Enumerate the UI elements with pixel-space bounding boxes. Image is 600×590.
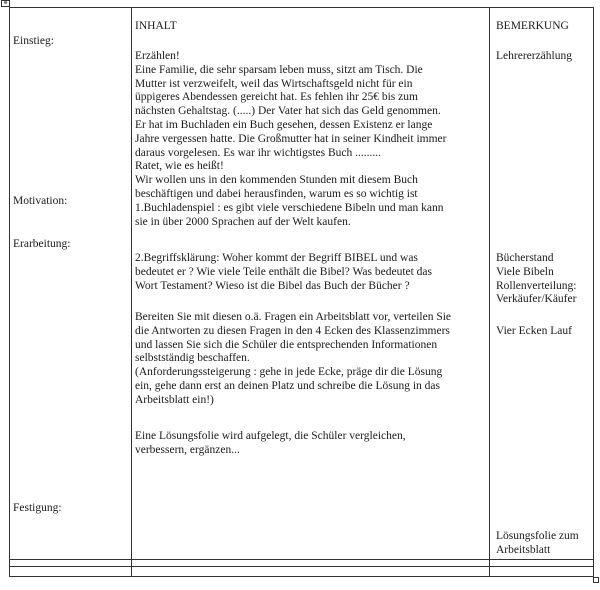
- column-divider: [131, 8, 132, 576]
- phase-erarbeitung: Erarbeitung:: [13, 238, 71, 250]
- content-line: Erzählen!: [135, 50, 180, 62]
- content-line: verbessern, ergänzen...: [135, 443, 240, 456]
- content-line: Mutter ist verzweifelt, weil das Wirtschaftsgeld nicht für ein: [135, 77, 413, 90]
- content-line: und lassen Sie sich die Schüler die entsprechenden Informationen: [135, 338, 438, 351]
- content-line: Wort Testament? Wieso ist die Bibel das Buch der Bücher ?: [135, 279, 410, 292]
- row-divider: [10, 559, 593, 560]
- content-line: selbstständig beschaffen.: [135, 352, 250, 365]
- remark-materialien: [496, 252, 576, 307]
- table-end-mark: [593, 577, 599, 583]
- content-line: Eine Familie, die sehr sparsam leben muss, sitzt am Tisch. Die: [135, 63, 423, 76]
- content-loesungsfolie: [135, 430, 406, 458]
- content-line: daraus vorgelesen. Es war ihr wichtigstes Buch .........: [135, 146, 382, 159]
- content-line: Er hat im Buchladen ein Buch gesehen, dessen Existenz er lange: [135, 118, 433, 131]
- content-line: Jahre vergessen hatte. Die Großmutter hat in seiner Kindheit immer: [135, 132, 447, 145]
- content-line: bedeutet er ? Wie viele Teile enthält die Bibel? Was bedeutet das: [135, 265, 433, 278]
- content-line: 1.Buchladenspiel : es gibt viele verschiedene Bibeln und man kann: [135, 201, 444, 214]
- phase-einstieg: Einstieg:: [13, 35, 54, 47]
- content-arbeitsblatt: [135, 311, 451, 408]
- content-line: Wir wollen uns in den kommenden Stunden mit diesem Buch: [135, 174, 418, 187]
- column-divider: [489, 8, 490, 576]
- content-line: sie in über 2000 Sprachen auf der Welt kaufen.: [135, 215, 351, 228]
- content-line: Bereiten Sie mit diesen o.ä. Fragen ein Arbeitsblatt vor, verteilen Sie: [135, 311, 452, 323]
- remark-line: Arbeitsblatt: [496, 543, 551, 556]
- content-line: üppigeres Abendessen gereicht hat. Es fehlen ihr 25€ bis zum: [135, 91, 418, 104]
- content-einstieg: [135, 50, 446, 229]
- remark-vier-ecken-lauf: Vier Ecken Lauf: [496, 325, 572, 337]
- remark-line: Verkäufer/Käufer: [496, 293, 577, 306]
- content-line: die Antworten zu diesen Fragen in den 4 Ecken des Klassenzimmers: [135, 324, 450, 337]
- content-line: Arbeitsblatt ein!): [135, 393, 214, 406]
- remark-line: Bücherstand: [496, 252, 554, 264]
- content-line: nächsten Gehaltstag. (.....) Der Vater hat sich das Geld genommen.: [135, 105, 441, 118]
- row-divider: [10, 566, 593, 567]
- remark-line: Lösungsfolie zum: [496, 530, 579, 542]
- remark-lehrererzaehlung: Lehrererzählung: [496, 50, 572, 62]
- content-line: beschäftigen und dabei herausfinden, warum es so wichtig ist: [135, 187, 418, 200]
- content-line: Ratet, wie es heißt!: [135, 160, 224, 173]
- phase-motivation: Motivation:: [13, 195, 68, 207]
- remark-line: Rollenverteilung:: [496, 279, 577, 292]
- remark-line: Viele Bibeln: [496, 265, 554, 278]
- header-inhalt: INHALT: [135, 20, 177, 32]
- content-line: (Anforderungssteigerung : gehe in jede Ecke, präge dir die Lösung: [135, 366, 443, 379]
- content-line: Eine Lösungsfolie wird aufgelegt, die Schüler vergleichen,: [135, 430, 406, 442]
- content-line: ein, gehe dann erst an deinen Platz und schreibe die Lösung in das: [135, 379, 440, 392]
- table-anchor-icon: ⊕: [1, 0, 10, 7]
- phase-festigung: Festigung:: [13, 502, 62, 514]
- content-begriffsklaerung: [135, 252, 432, 293]
- remark-loesungsfolie: [496, 530, 579, 558]
- header-bemerkung: BEMERKUNG: [496, 20, 569, 32]
- content-line: 2.Begriffsklärung: Woher kommt der Begriff BIBEL und was: [135, 252, 418, 264]
